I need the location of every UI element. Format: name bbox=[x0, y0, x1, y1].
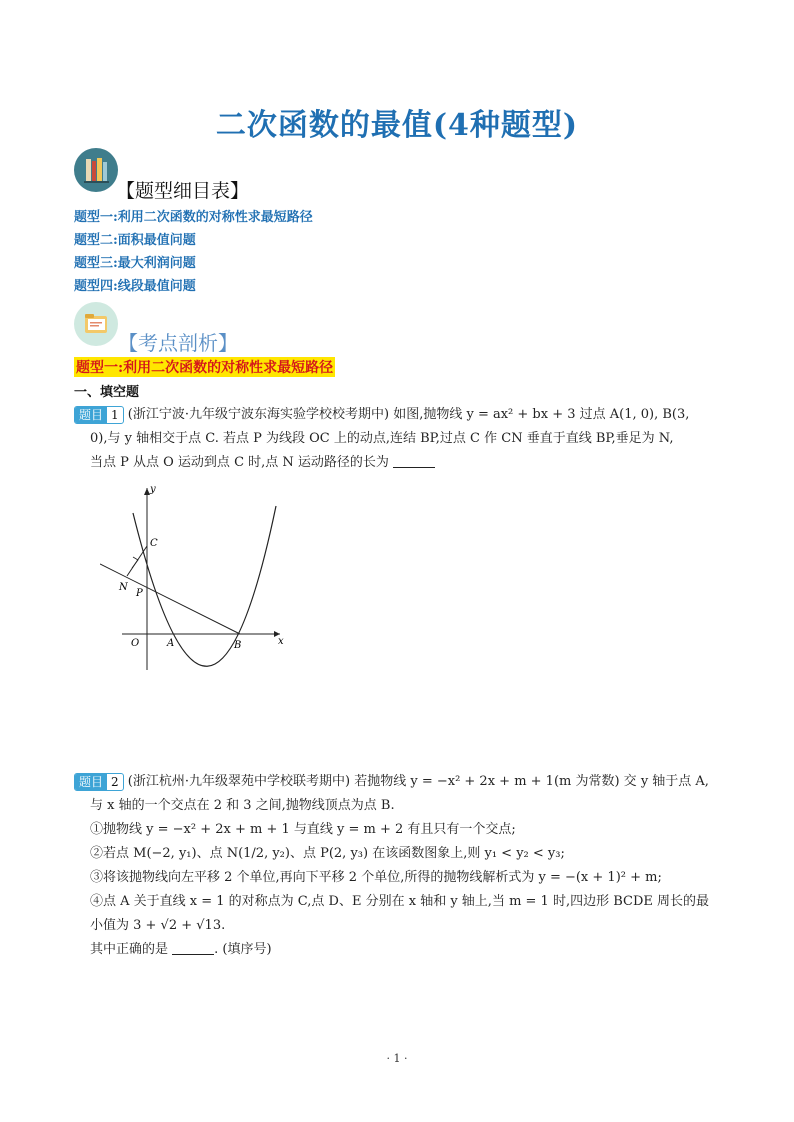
page-title: 二次函数的最值(4种题型) bbox=[215, 108, 579, 143]
subsection-heading: 一、填空题 bbox=[74, 385, 140, 400]
books-icon bbox=[74, 148, 118, 192]
question-2-answer-line: 其中正确的是 . (填序号) bbox=[90, 942, 272, 957]
label-x: x bbox=[278, 636, 284, 647]
label-a: A bbox=[167, 638, 175, 649]
label-n: N bbox=[119, 582, 128, 593]
right-angle-mark bbox=[132, 557, 138, 568]
label-c: C bbox=[150, 538, 158, 549]
label-y: y bbox=[150, 484, 156, 495]
statement-2: ②若点 M(−2, y₁)、点 N(1/2, y₂)、点 P(2, y₃) 在该函数图象上,则 y₁ < y₂ < y₃; bbox=[90, 846, 565, 861]
folder-icon bbox=[74, 302, 118, 346]
answer-blank-1[interactable] bbox=[393, 453, 435, 468]
statement-3: ③将该抛物线向左平移 2 个单位,再向下平移 2 个单位,所得的抛物线解析式为 y = −(x + 1)² + m; bbox=[90, 870, 662, 885]
statement-4: ④点 A 关于直线 x = 1 的对称点为 C,点 D、E 分别在 x 轴和 y 轴上,当 m = 1 时,四边形 BCDE 周长的最 bbox=[90, 894, 710, 909]
section-highlight: 题型一:利用二次函数的对称性求最短路径 bbox=[74, 357, 335, 377]
question-1-line-2: 0),与 y 轴相交于点 C. 若点 P 为线段 OC 上的动点,连结 BP,过点 C 作 CN 垂直于直线 BP,垂足为 N, bbox=[90, 431, 674, 446]
parabola-figure bbox=[100, 478, 300, 678]
label-p: P bbox=[136, 588, 143, 599]
question-1-line-1: 题目 1 (浙江宁波·九年级宁波东海实验学校校考期中) 如图,抛物线 y = ax² + bx + 3 过点 A(1, 0), B(3, bbox=[74, 403, 734, 427]
answer-blank-2[interactable] bbox=[172, 940, 214, 955]
page-number: · 1 · bbox=[386, 1052, 408, 1065]
question-1-line-3: 当点 P 从点 O 运动到点 C 时,点 N 运动路径的长为 bbox=[74, 451, 734, 475]
line-bp bbox=[100, 564, 240, 634]
label-o: O bbox=[131, 638, 140, 649]
toc-item-4[interactable]: 题型四:线段最值问题 bbox=[74, 279, 196, 294]
toc-item-3[interactable]: 题型三:最大利润问题 bbox=[74, 256, 196, 271]
parabola-curve bbox=[133, 506, 276, 666]
label-b: B bbox=[234, 640, 242, 651]
statement-1: ①抛物线 y = −x² + 2x + m + 1 与直线 y = m + 2 有且只有一个交点; bbox=[90, 822, 516, 837]
analysis-heading: 【考点剖析】 bbox=[118, 331, 238, 355]
question-2 bbox=[74, 770, 734, 962]
question-2-line-1: 题目 2 (浙江杭州·九年级翠苑中学校联考期中) 若抛物线 y = −x² + 2x + m + 1(m 为常数) 交 y 轴于点 A, bbox=[74, 770, 734, 794]
question-2-line-2: 与 x 轴的一个交点在 2 和 3 之间,抛物线顶点为点 B. bbox=[90, 798, 395, 813]
question-1-badge: 题目 1 bbox=[74, 406, 124, 424]
toc-item-2[interactable]: 题型二:面积最值问题 bbox=[74, 233, 196, 248]
question-2-badge: 题目 2 bbox=[74, 773, 124, 791]
statement-4-cont: 小值为 3 + √2 + √13. bbox=[90, 918, 226, 933]
toc-item-1[interactable]: 题型一:利用二次函数的对称性求最短路径 bbox=[74, 210, 313, 225]
question-1 bbox=[74, 403, 734, 475]
toc-heading: 【题型细目表】 bbox=[116, 180, 250, 202]
